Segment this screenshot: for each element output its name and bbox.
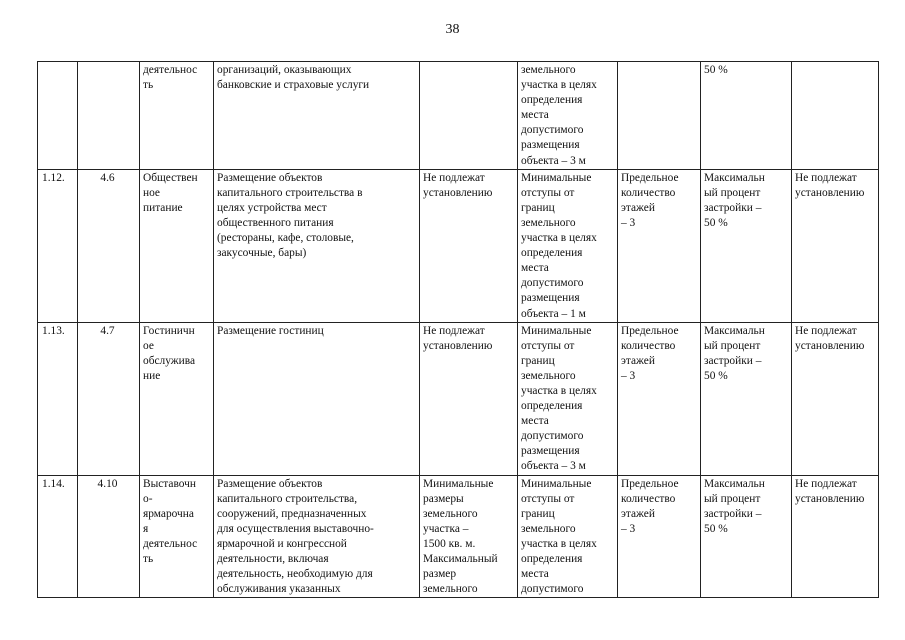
plot-size-cell: Не подлежат установлению	[420, 322, 518, 475]
use-description-cell: Размещение объектов капитального строительства в целях устройства мест общественного питания (рестораны, кафе, столовые, закусочные, бары)	[214, 169, 420, 322]
floors-cell: Предельное количество этажей – 3	[618, 169, 701, 322]
use-name-cell: Обществен ное питание	[140, 169, 214, 322]
coverage-cell: Максимальн ый процент застройки – 50 %	[701, 322, 792, 475]
use-name-cell: деятельнос ть	[140, 62, 214, 170]
use-name-cell: Гостиничн ое обслужива ние	[140, 322, 214, 475]
land-use-table	[37, 61, 879, 598]
row-number-cell	[38, 62, 78, 170]
restrictions-cell: Не подлежат установлению	[792, 169, 879, 322]
row-number-cell: 1.14.	[38, 475, 78, 598]
table-row	[38, 62, 879, 170]
use-code-cell	[78, 62, 140, 170]
use-description-cell: организаций, оказывающих банковские и страховые услуги	[214, 62, 420, 170]
setbacks-cell: Минимальные отступы от границ земельного участка в целях определения места допустимого размещения объекта – 1 м	[518, 169, 618, 322]
restrictions-cell	[792, 62, 879, 170]
coverage-cell: Максимальн ый процент застройки – 50 %	[701, 475, 792, 598]
row-number-cell: 1.13.	[38, 322, 78, 475]
restrictions-cell: Не подлежат установлению	[792, 322, 879, 475]
table-row	[38, 475, 879, 598]
page-number: 38	[445, 22, 460, 37]
use-code-cell: 4.10	[78, 475, 140, 598]
table-row	[38, 169, 879, 322]
setbacks-cell: земельного участка в целях определения места допустимого размещения объекта – 3 м	[518, 62, 618, 170]
plot-size-cell	[420, 62, 518, 170]
use-description-cell: Размещение гостиниц	[214, 322, 420, 475]
restrictions-cell: Не подлежат установлению	[792, 475, 879, 598]
setbacks-cell: Минимальные отступы от границ земельного участка в целях определения места допустимого размещения объекта – 3 м	[518, 322, 618, 475]
use-code-cell: 4.6	[78, 169, 140, 322]
use-name-cell: Выставочн о- ярмарочна я деятельнос ть	[140, 475, 214, 598]
coverage-cell: 50 %	[701, 62, 792, 170]
plot-size-cell: Не подлежат установлению	[420, 169, 518, 322]
floors-cell: Предельное количество этажей – 3	[618, 322, 701, 475]
coverage-cell: Максимальн ый процент застройки – 50 %	[701, 169, 792, 322]
use-description-cell: Размещение объектов капитального строительства, сооружений, предназначенных для осуществления выставочно- ярмарочной и конгрессной деятельности, включая деятельность, необходимую для обслуживания указанных	[214, 475, 420, 598]
row-number-cell: 1.12.	[38, 169, 78, 322]
setbacks-cell: Минимальные отступы от границ земельного участка в целях определения места допустимого	[518, 475, 618, 598]
use-code-cell: 4.7	[78, 322, 140, 475]
plot-size-cell: Минимальные размеры земельного участка – 1500 кв. м. Максимальный размер земельного	[420, 475, 518, 598]
floors-cell	[618, 62, 701, 170]
table-row	[38, 322, 879, 475]
floors-cell: Предельное количество этажей – 3	[618, 475, 701, 598]
